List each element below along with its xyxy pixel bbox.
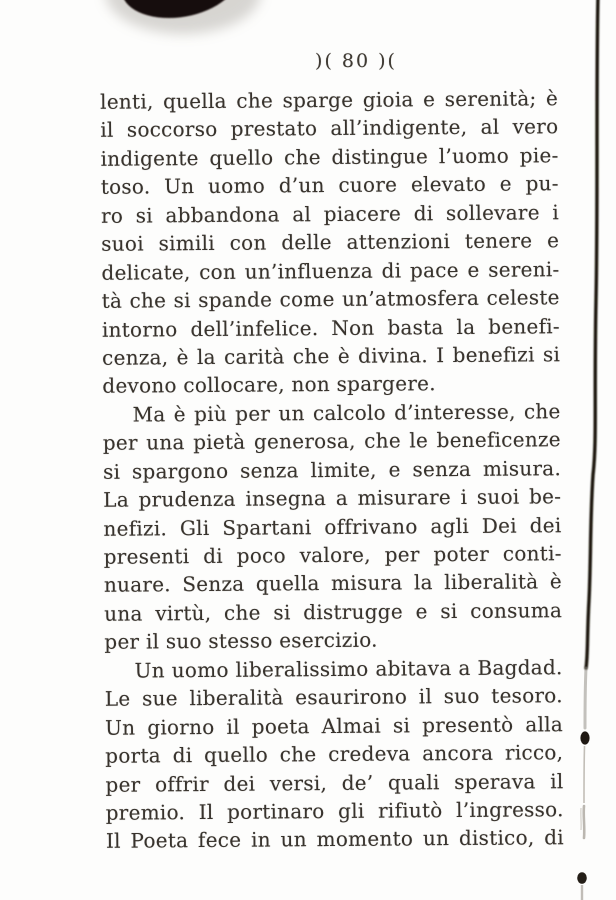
text-line: nuare. Senza quella misura la liberalità è: [103, 569, 562, 598]
book-edge-line: [577, 0, 598, 900]
text-line: La prudenza insegna a misurare i suoi be-: [103, 484, 562, 512]
text-line: nefizi. Gli Spartani offrivano agli Dei dei: [103, 512, 562, 541]
text-line: indigente quello che distingue l’uomo pie-: [100, 143, 559, 171]
text-line: intorno dell’infelice. Non basta la benefi-: [101, 313, 560, 342]
text-line: premio. Il portinaro gli rifiutò l’ingresso.: [105, 797, 564, 825]
text-line: il soccorso prestato all’indigente, al vero: [100, 114, 559, 143]
text-line: si spargono senza limite, e senza misura.: [102, 455, 562, 484]
text-line: delicate, con un’influenza di pace e sereni-: [101, 256, 560, 285]
page-number-header: )( 80 )(: [315, 50, 397, 72]
text-line: Il Poeta fece in un momento un distico, di: [105, 825, 565, 854]
text-line: Le sue liberalità esaurirono il suo tesoro.: [104, 683, 563, 711]
text-line: Ma è più per un calcolo d’interesse, che: [132, 399, 561, 427]
text-line: cenza, è la carità che è divina. I benefizi si: [102, 342, 561, 370]
text-block: [100, 84, 564, 855]
ink-blob-icon: [105, 0, 261, 34]
text-line: per una pietà generosa, che le beneficenze: [102, 427, 561, 456]
text-line: porta di quello che credeva ancora ricco,: [105, 740, 564, 768]
text-line: Un uomo liberalissimo abitava a Bagdad.: [134, 654, 563, 683]
text-line: tà che si spande come un’atmosfera celeste: [101, 285, 560, 313]
text-line: per offrir dei versi, de’ quali sperava il: [105, 768, 564, 797]
text-line: per il suo stesso esercizio.: [104, 627, 378, 655]
text-line: suoi simili con delle attenzioni tenere e: [101, 228, 560, 256]
text-line: ro si abbandona al piacere di sollevare i: [100, 199, 560, 228]
text-line: toso. Un uomo d’un cuore elevato e pu-: [100, 171, 559, 200]
text-line: una virtù, che si distrugge e si consuma: [104, 598, 563, 626]
text-line: devono collocare, non spargere.: [102, 371, 436, 399]
text-line: presenti di poco valore, per poter conti-: [103, 541, 562, 569]
text-line: lenti, quella che sparge gioia e serenità; è: [100, 86, 559, 114]
text-line: Un giorno il poeta Almai si presentò alla: [104, 711, 564, 740]
